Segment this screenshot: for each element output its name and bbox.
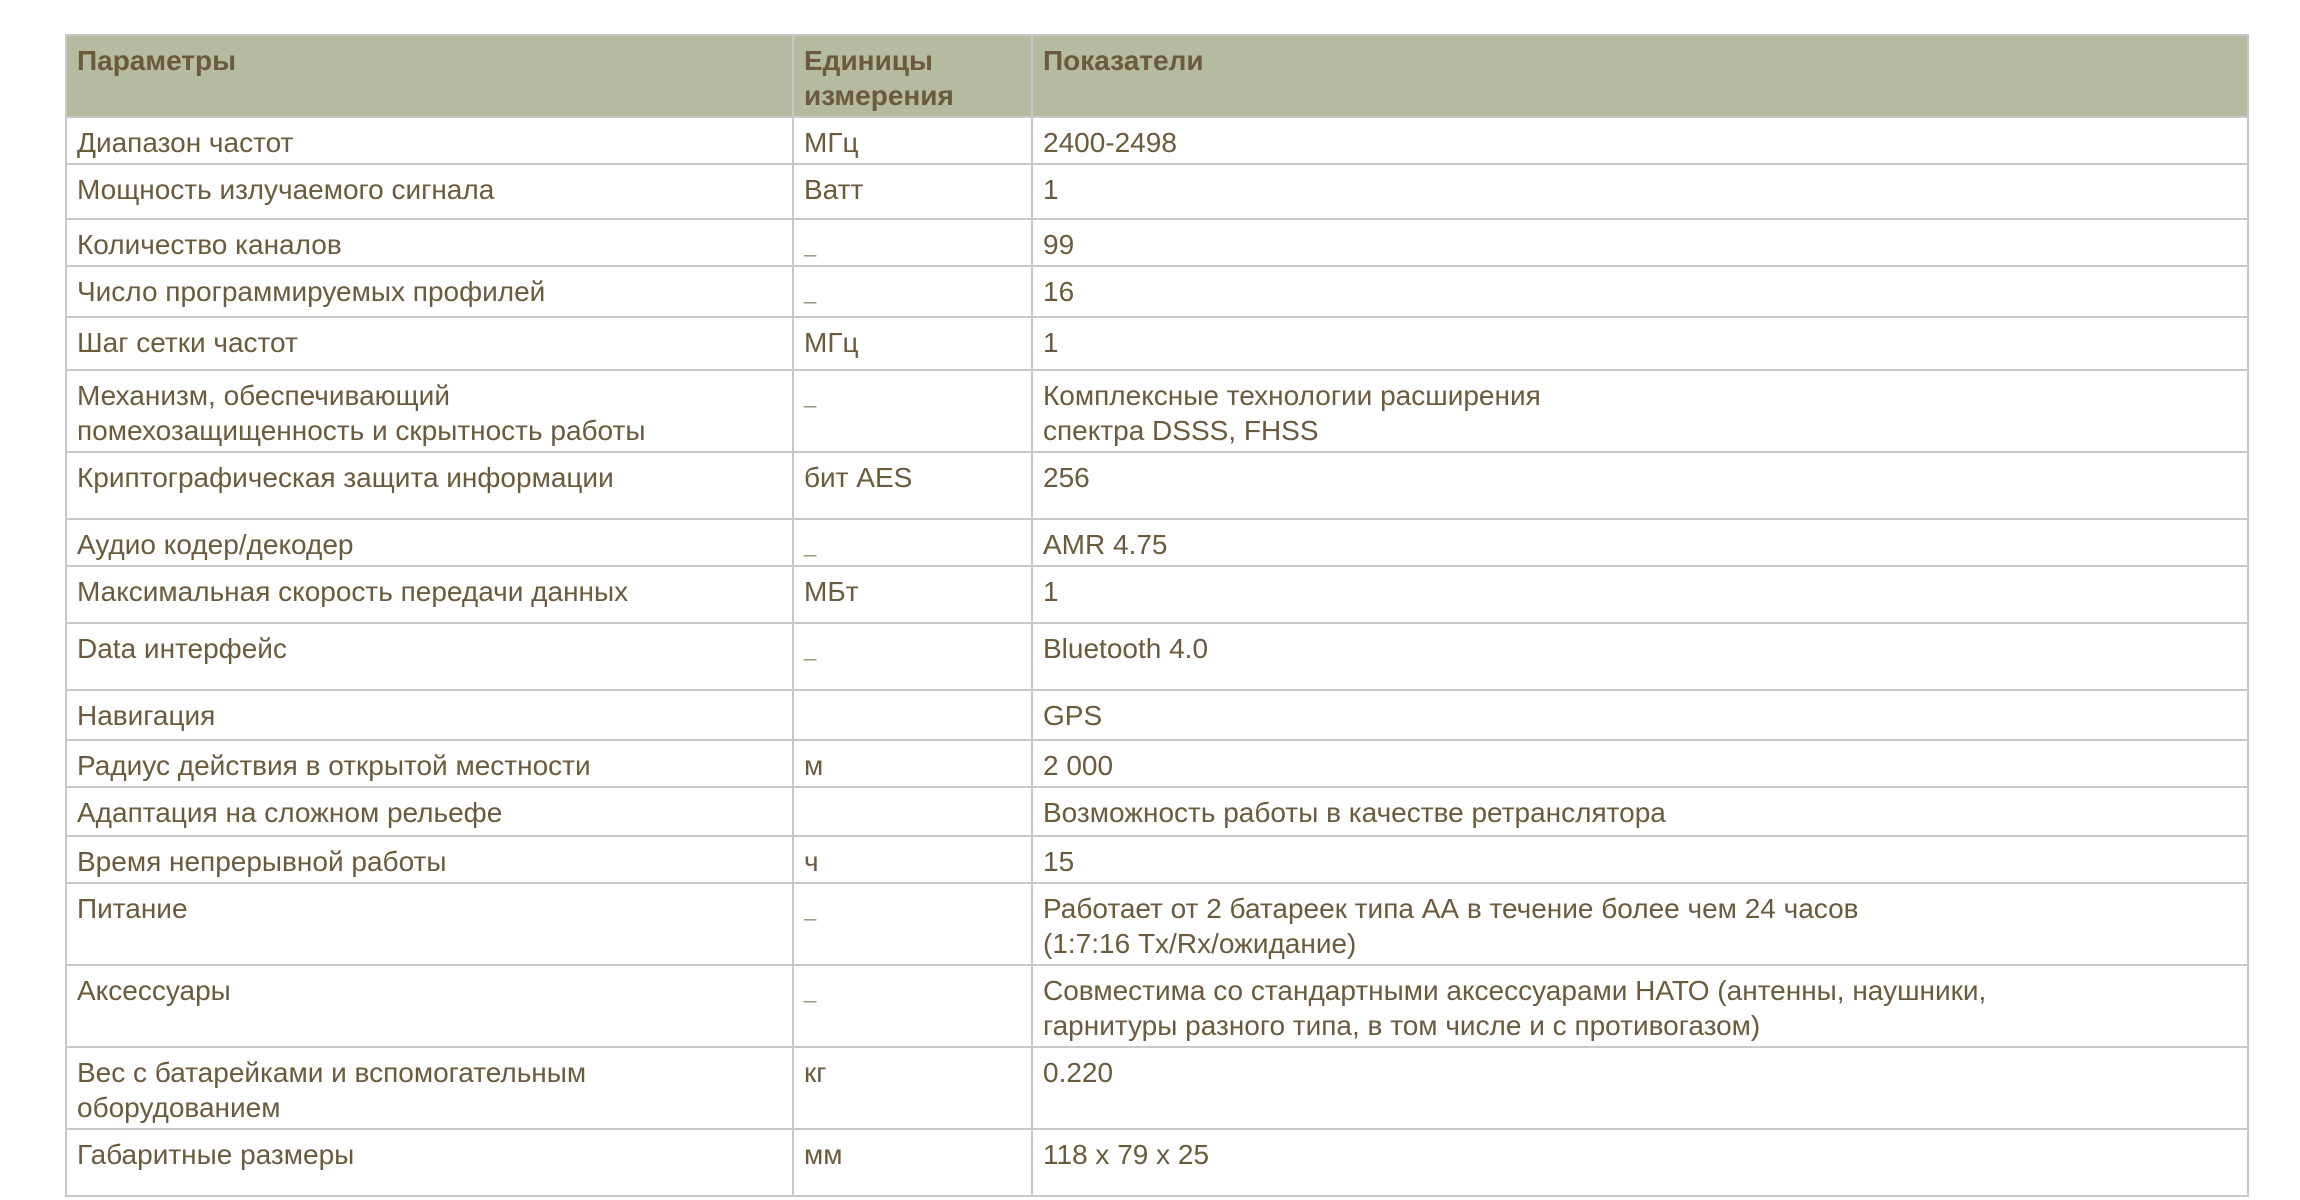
table-row <box>66 690 2248 740</box>
table-row <box>66 164 2248 219</box>
unit-cell: _ <box>793 965 1032 1047</box>
param-cell: Габаритные размеры <box>66 1129 793 1196</box>
header-row <box>66 35 2248 117</box>
unit-cell: _ <box>793 519 1032 566</box>
param-cell: Питание <box>66 883 793 965</box>
table-row <box>66 740 2248 787</box>
table-row <box>66 519 2248 566</box>
unit-cell: Ватт <box>793 164 1032 219</box>
value-cell: 16 <box>1032 266 2248 317</box>
table-row <box>66 1047 2248 1129</box>
param-cell: Вес с батарейками и вспомогательным оборудованием <box>66 1047 793 1129</box>
param-cell: Data интерфейс <box>66 623 793 690</box>
value-cell: 1 <box>1032 164 2248 219</box>
unit-cell: ч <box>793 836 1032 883</box>
unit-cell: _ <box>793 266 1032 317</box>
unit-cell: бит AES <box>793 452 1032 519</box>
table-row <box>66 370 2248 452</box>
param-cell: Шаг сетки частот <box>66 317 793 370</box>
param-cell: Адаптация на сложном рельефе <box>66 787 793 836</box>
unit-cell <box>793 690 1032 740</box>
table-body <box>66 117 2248 1196</box>
table-row <box>66 836 2248 883</box>
unit-cell <box>793 787 1032 836</box>
unit-cell: _ <box>793 370 1032 452</box>
table-row <box>66 965 2248 1047</box>
value-cell: 2 000 <box>1032 740 2248 787</box>
param-cell: Аудио кодер/декодер <box>66 519 793 566</box>
param-cell: Криптографическая защита информации <box>66 452 793 519</box>
value-cell: 1 <box>1032 317 2248 370</box>
param-cell: Время непрерывной работы <box>66 836 793 883</box>
unit-cell: кг <box>793 1047 1032 1129</box>
param-cell: Максимальная скорость передачи данных <box>66 566 793 623</box>
param-cell: Механизм, обеспечивающий помехозащищенность и скрытность работы <box>66 370 793 452</box>
value-cell: GPS <box>1032 690 2248 740</box>
param-cell: Мощность излучаемого сигнала <box>66 164 793 219</box>
table-row <box>66 452 2248 519</box>
param-cell: Радиус действия в открытой местности <box>66 740 793 787</box>
unit-cell: _ <box>793 883 1032 965</box>
value-cell: 1 <box>1032 566 2248 623</box>
table-row <box>66 317 2248 370</box>
value-cell: 256 <box>1032 452 2248 519</box>
table-row <box>66 623 2248 690</box>
table-row <box>66 787 2248 836</box>
header-param: Параметры <box>66 35 793 117</box>
value-cell: Работает от 2 батареек типа АА в течение более чем 24 часов (1:7:16 Tx/Rx/ожидание) <box>1032 883 2248 965</box>
value-cell: AMR 4.75 <box>1032 519 2248 566</box>
value-cell: 118 x 79 x 25 <box>1032 1129 2248 1196</box>
table-row <box>66 883 2248 965</box>
param-cell: Диапазон частот <box>66 117 793 164</box>
value-cell: 99 <box>1032 219 2248 266</box>
value-cell: 0.220 <box>1032 1047 2248 1129</box>
unit-cell: _ <box>793 623 1032 690</box>
value-cell: 2400-2498 <box>1032 117 2248 164</box>
param-cell: Количество каналов <box>66 219 793 266</box>
unit-cell: МГц <box>793 317 1032 370</box>
param-cell: Число программируемых профилей <box>66 266 793 317</box>
table-row <box>66 117 2248 164</box>
param-cell: Аксессуары <box>66 965 793 1047</box>
value-cell: Возможность работы в качестве ретранслятора <box>1032 787 2248 836</box>
spec-table <box>65 34 2249 1197</box>
table-row <box>66 219 2248 266</box>
value-cell: Комплексные технологии расширения спектра DSSS, FHSS <box>1032 370 2248 452</box>
value-cell: Совместима со стандартными аксессуарами НАТО (антенны, наушники, гарнитуры разного типа, в том числе и с противогазом) <box>1032 965 2248 1047</box>
header-value: Показатели <box>1032 35 2248 117</box>
table-row <box>66 1129 2248 1196</box>
table-row <box>66 266 2248 317</box>
value-cell: 15 <box>1032 836 2248 883</box>
value-cell: Bluetooth 4.0 <box>1032 623 2248 690</box>
unit-cell: МБт <box>793 566 1032 623</box>
unit-cell: мм <box>793 1129 1032 1196</box>
header-unit: Единицы измерения <box>793 35 1032 117</box>
table-header <box>66 35 2248 117</box>
unit-cell: м <box>793 740 1032 787</box>
param-cell: Навигация <box>66 690 793 740</box>
unit-cell: МГц <box>793 117 1032 164</box>
unit-cell: _ <box>793 219 1032 266</box>
table-row <box>66 566 2248 623</box>
